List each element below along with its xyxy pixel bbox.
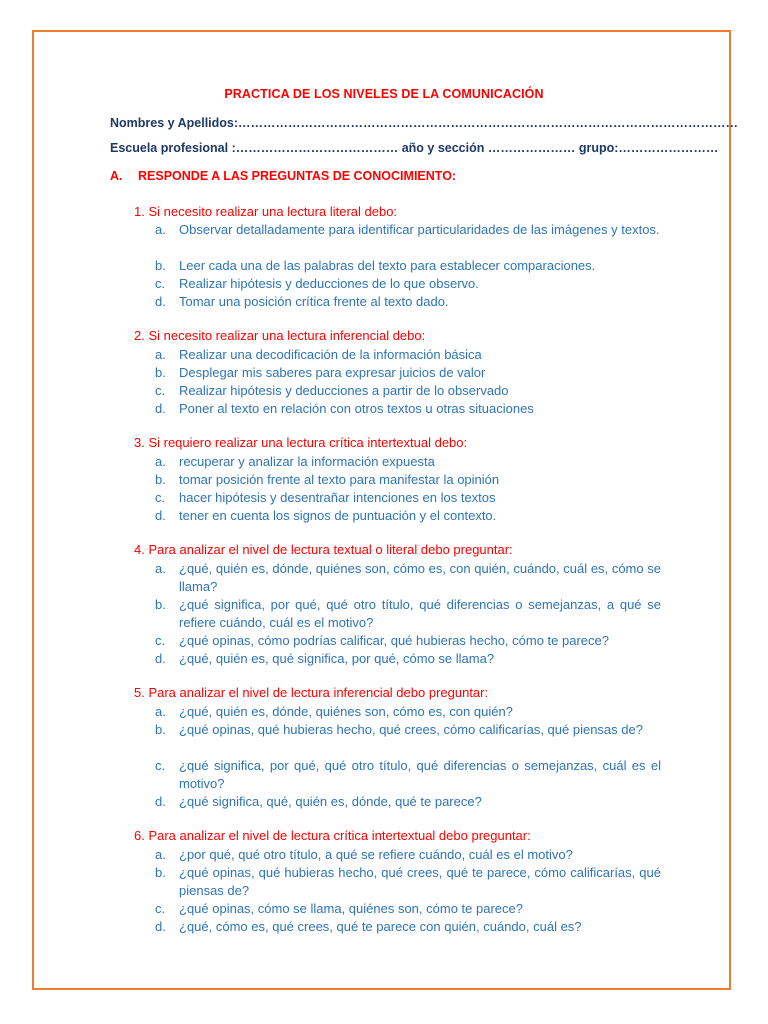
option-6b bbox=[155, 864, 661, 900]
question-6: 6. Para analizar el nivel de lectura crítica intertextual debo preguntar: bbox=[134, 828, 531, 843]
option-4b bbox=[155, 596, 661, 632]
option-label: b. bbox=[155, 597, 166, 612]
option-5d bbox=[155, 793, 661, 811]
option-5b bbox=[155, 721, 661, 739]
option-label: b. bbox=[155, 258, 166, 273]
option-1c bbox=[155, 275, 661, 293]
option-label: c. bbox=[155, 633, 166, 648]
option-text: hacer hipótesis y desentrañar intenciones en los textos bbox=[179, 490, 496, 505]
option-label: c. bbox=[155, 383, 166, 398]
school-field: Escuela profesional :………………………………… año y sección ………………… grupo:…………………… bbox=[110, 141, 719, 155]
option-label: c. bbox=[155, 901, 166, 916]
option-4a bbox=[155, 560, 661, 596]
option-text: Realizar hipótesis y deducciones de lo que observo. bbox=[179, 276, 479, 291]
option-label: d. bbox=[155, 508, 166, 523]
option-label: c. bbox=[155, 276, 166, 291]
option-5c bbox=[155, 757, 661, 793]
section-letter: A. bbox=[110, 169, 123, 183]
option-text: ¿qué, cómo es, qué crees, qué te parece con quién, cuándo, cuál es? bbox=[179, 919, 582, 934]
option-text: ¿qué, quién es, dónde, quiénes son, cómo es, con quién, cuándo, cuál es, cómo se llama? bbox=[179, 561, 661, 594]
option-2b bbox=[155, 364, 661, 382]
option-label: c. bbox=[155, 490, 166, 505]
option-text: ¿qué, quién es, dónde, quiénes son, cómo es, con quién? bbox=[179, 704, 513, 719]
option-text: ¿qué, quién es, qué significa, por qué, cómo se llama? bbox=[179, 651, 495, 666]
option-2c bbox=[155, 382, 661, 400]
option-label: d. bbox=[155, 294, 166, 309]
option-2d bbox=[155, 400, 661, 418]
option-6d bbox=[155, 918, 661, 936]
option-text: ¿qué opinas, qué hubieras hecho, qué crees, qué te parece, cómo calificarías, qué piensas de? bbox=[179, 865, 661, 898]
option-label: a. bbox=[155, 347, 166, 362]
option-label: b. bbox=[155, 472, 166, 487]
option-1d bbox=[155, 293, 661, 311]
option-text: ¿qué opinas, cómo se llama, quiénes son, cómo te parece? bbox=[179, 901, 523, 916]
option-text: Realizar una decodificación de la información básica bbox=[179, 347, 482, 362]
option-label: d. bbox=[155, 401, 166, 416]
section-heading bbox=[110, 169, 456, 183]
option-1a bbox=[155, 221, 661, 239]
option-text: Leer cada una de las palabras del texto para establecer comparaciones. bbox=[179, 258, 596, 273]
question-1: 1. Si necesito realizar una lectura literal debo: bbox=[134, 204, 398, 219]
option-text: Realizar hipótesis y deducciones a partir de lo observado bbox=[179, 383, 509, 398]
option-4d bbox=[155, 650, 661, 668]
option-2a bbox=[155, 346, 661, 364]
question-5: 5. Para analizar el nivel de lectura inferencial debo preguntar: bbox=[134, 685, 489, 700]
option-5a bbox=[155, 703, 661, 721]
question-4: 4. Para analizar el nivel de lectura textual o literal debo preguntar: bbox=[134, 542, 513, 557]
option-6c bbox=[155, 900, 661, 918]
option-label: b. bbox=[155, 365, 166, 380]
section-title: RESPONDE A LAS PREGUNTAS DE CONOCIMIENTO: bbox=[138, 169, 457, 183]
option-text: Tomar una posición crítica frente al texto dado. bbox=[179, 294, 449, 309]
option-text: ¿qué significa, qué, quién es, dónde, qué te parece? bbox=[179, 794, 482, 809]
option-label: b. bbox=[155, 722, 166, 737]
option-3a bbox=[155, 453, 661, 471]
option-label: a. bbox=[155, 454, 166, 469]
option-label: a. bbox=[155, 847, 166, 862]
option-4c bbox=[155, 632, 661, 650]
option-text: tener en cuenta los signos de puntuación y el contexto. bbox=[179, 508, 497, 523]
option-label: b. bbox=[155, 865, 166, 880]
option-3b bbox=[155, 471, 661, 489]
option-label: a. bbox=[155, 561, 166, 576]
option-1b bbox=[155, 257, 661, 275]
option-text: ¿qué significa, por qué, qué otro título, qué diferencias o semejanzas, a qué se refiere cuándo, cuál es el motivo? bbox=[179, 597, 661, 630]
option-label: c. bbox=[155, 758, 166, 773]
option-label: d. bbox=[155, 651, 166, 666]
question-2: 2. Si necesito realizar una lectura inferencial debo: bbox=[134, 328, 426, 343]
option-text: ¿por qué, qué otro título, a qué se refiere cuándo, cuál es el motivo? bbox=[179, 847, 573, 862]
option-text: ¿qué opinas, cómo podrías calificar, qué hubieras hecho, cómo te parece? bbox=[179, 633, 609, 648]
question-3: 3. Si requiero realizar una lectura crítica intertextual debo: bbox=[134, 435, 468, 450]
option-text: Observar detalladamente para identificar particularidades de las imágenes y textos. bbox=[179, 222, 660, 237]
option-text: ¿qué opinas, qué hubieras hecho, qué crees, cómo calificarías, qué piensas de? bbox=[179, 722, 643, 737]
option-label: d. bbox=[155, 794, 166, 809]
option-3d bbox=[155, 507, 661, 525]
option-6a bbox=[155, 846, 661, 864]
option-text: recuperar y analizar la información expuesta bbox=[179, 454, 435, 469]
option-text: ¿qué significa, por qué, qué otro título, qué diferencias o semejanzas, cuál es el motivo? bbox=[179, 758, 661, 791]
option-text: tomar posición frente al texto para manifestar la opinión bbox=[179, 472, 500, 487]
document-title: PRACTICA DE LOS NIVELES DE LA COMUNICACIÓN bbox=[224, 87, 544, 101]
names-field: Nombres y Apellidos:………………………………………………………………………………………………………… bbox=[110, 116, 739, 130]
option-label: a. bbox=[155, 704, 166, 719]
option-text: Desplegar mis saberes para expresar juicios de valor bbox=[179, 365, 486, 380]
option-label: d. bbox=[155, 919, 166, 934]
option-3c bbox=[155, 489, 661, 507]
option-text: Poner al texto en relación con otros textos u otras situaciones bbox=[179, 401, 534, 416]
option-label: a. bbox=[155, 222, 166, 237]
